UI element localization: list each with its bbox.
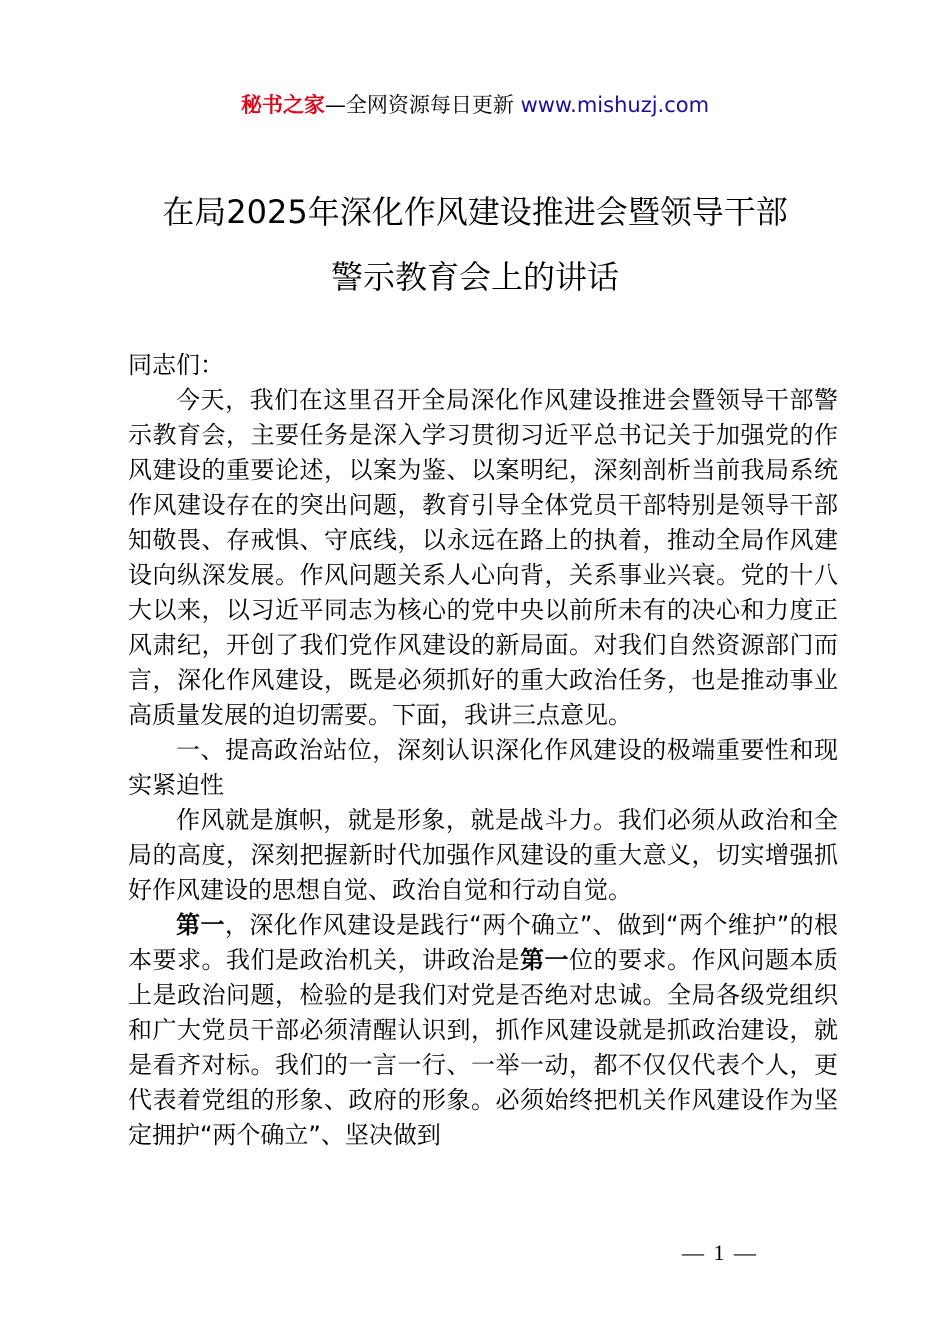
document-body <box>128 348 838 1153</box>
bold-label-first-inline: 第一 <box>520 946 569 974</box>
page-footer <box>0 1240 950 1266</box>
paragraph-intro: 今天，我们在这里召开全局深化作风建设推进会暨领导干部警示教育会，主要任务是深入学习贯彻习近平总书记关于加强党的作风建设的重要论述，以案为鉴、以案明纪，深刻剖析当前我局系统作风建设存在的突出问题，教育引导全体党员干部特别是领导干部知敬畏、存戒惧、守底线，以永远在路上的执着，推动全局作风建设向纵深发展。作风问题关系人心向背，关系事业兴衰。党的十八大以来，以习近平同志为核心的党中央以前所未有的决心和力度正风肃纪，开创了我们党作风建设的新局面。对我们自然资源部门而言，深化作风建设，既是必须抓好的重大政治任务，也是推动事业高质量发展的迫切需要。下面，我讲三点意见。 <box>128 386 838 729</box>
site-url-link[interactable]: www.mishuzj.com <box>520 93 710 117</box>
greeting: 同志们： <box>128 351 224 379</box>
document-title-line-2: 警示教育会上的讲话 <box>330 258 619 296</box>
site-tagline: —全网资源每日更新 <box>324 93 521 117</box>
paragraph-section-1: 作风就是旗帜，就是形象，就是战斗力。我们必须从政治和全局的高度，深刻把握新时代加强作风建设的重大意义，切实增强抓好作风建设的思想自觉、政治自觉和行动自觉。 <box>128 806 838 904</box>
site-header <box>0 90 950 120</box>
first-point-text-b: 位的要求。作风问题本质上是政治问题，检验的是我们对党是否绝对忠诚。全局各级党组织和广大党员干部必须清醒认识到，抓作风建设就是抓政治建设，就是看齐对标。我们的一言一行、一举一动，都不仅仅代表个人，更代表着党组的形象、政府的形象。必须始终把机关作风建设作为坚定拥护“两个确立”、坚决做到 <box>128 946 838 1149</box>
page-number: — 1 — <box>682 1240 758 1265</box>
bold-label-first: 第一 <box>176 911 225 939</box>
section-heading-1: 一、提高政治站位，深刻认识深化作风建设的极端重要性和现实紧迫性 <box>128 736 838 799</box>
first-point-text-a: ，深化作风建设是践行“两个确立”、做到“两个维护”的根本要求。我们是政治机关，讲政治是 <box>128 911 839 974</box>
site-brand: 秘书之家 <box>240 93 325 117</box>
document-title-line-1: 在局2025年深化作风建设推进会暨领导干部 <box>162 193 788 231</box>
paragraph-first-point <box>128 908 838 1153</box>
